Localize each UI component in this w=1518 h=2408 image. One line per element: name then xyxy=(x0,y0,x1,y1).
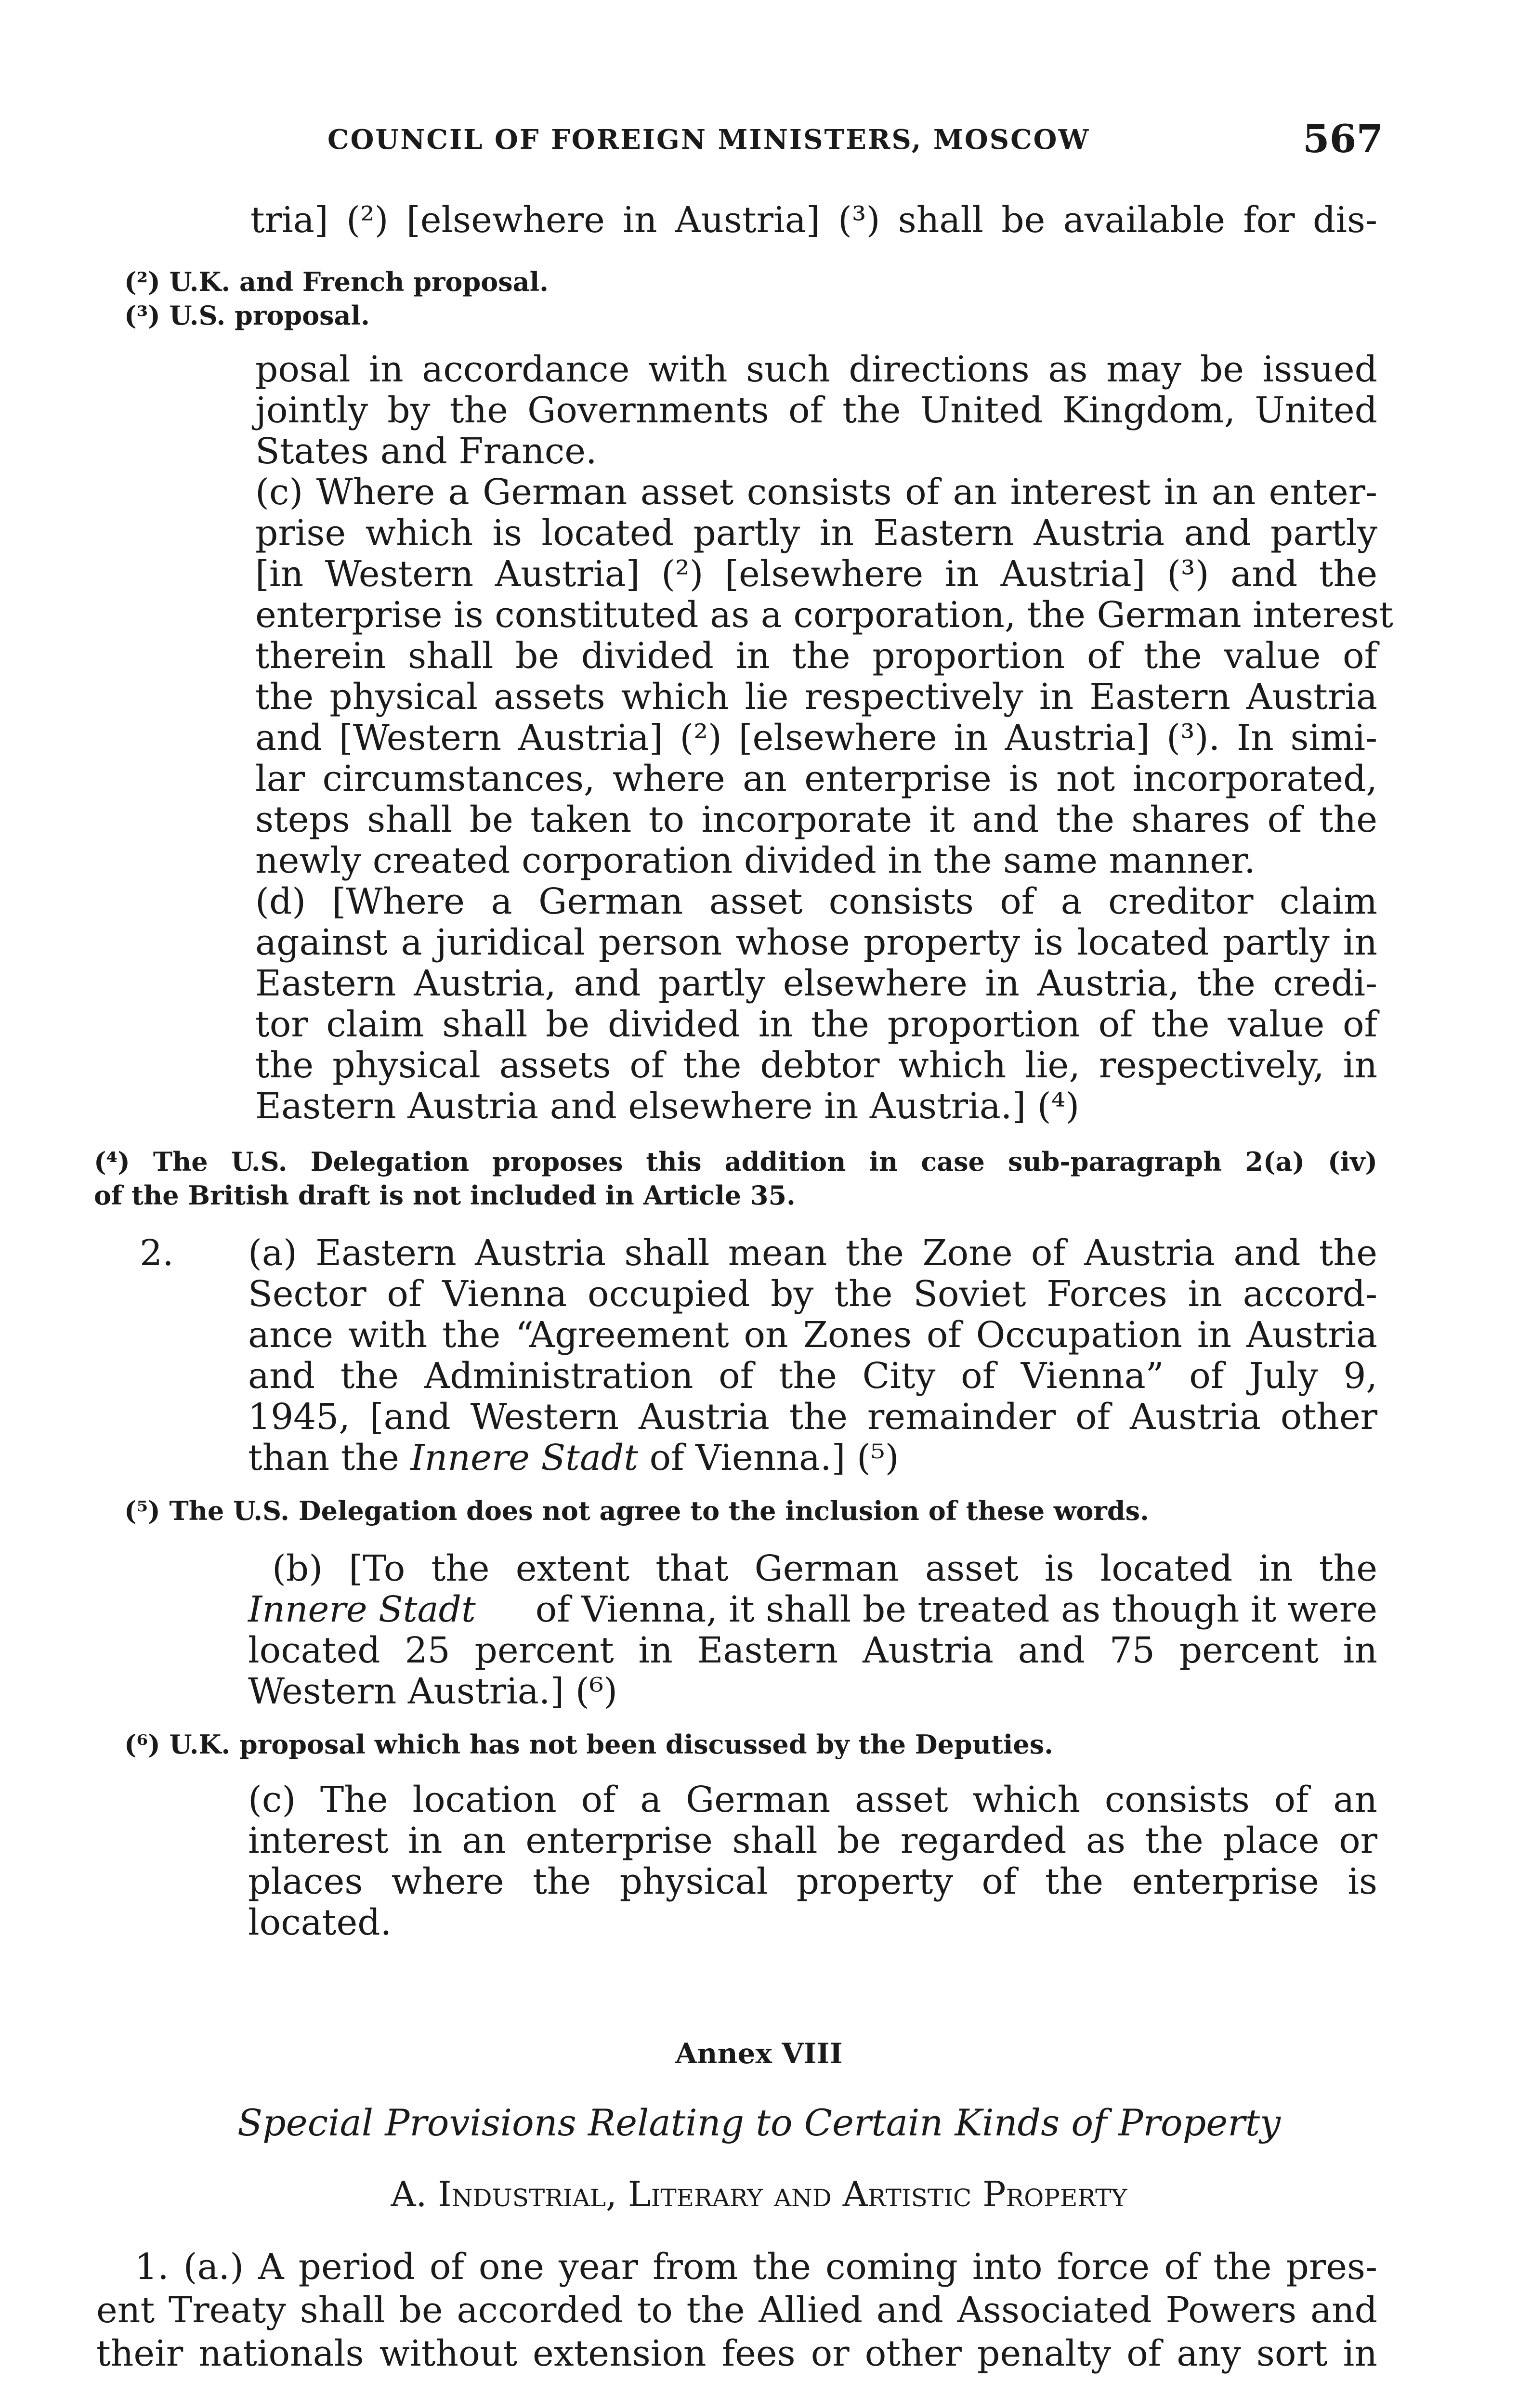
body-line: 1945, [and Western Austria the remainder of Austria other xyxy=(248,1396,1377,1438)
body-line: enterprise is constituted as a corporation, the German interest xyxy=(255,594,1393,636)
body-line: (c) Where a German asset consists of an interest in an enter- xyxy=(255,471,1377,513)
annex-label: Annex VIII xyxy=(675,2037,843,2070)
body-line: steps shall be taken to incorporate it and the shares of the xyxy=(255,799,1377,840)
body-line: against a juridical person whose property is located partly in xyxy=(255,922,1377,963)
body-line: located 25 percent in Eastern Austria and 75 percent in xyxy=(248,1630,1377,1671)
body-line: lar circumstances, where an enterprise is not incorporated, xyxy=(255,758,1377,799)
line-text: of Vienna, it shall be treated as though it were xyxy=(524,1589,1377,1630)
footnote-6: (⁶) U.K. proposal which has not been discussed by the Deputies. xyxy=(124,1729,1053,1760)
line-text: than the xyxy=(248,1437,411,1479)
body-line: ance with the “Agreement on Zones of Occupation in Austria xyxy=(248,1314,1377,1356)
body-line: States and France. xyxy=(255,431,597,472)
body-line: posal in accordance with such directions as may be issued xyxy=(255,349,1377,390)
body-line: (b) [To the extent that German asset is located in the xyxy=(272,1548,1377,1589)
body-line: therein shall be divided in the proportion of the value of xyxy=(255,635,1377,677)
body-line: prise which is located partly in Eastern Austria and partly xyxy=(255,512,1377,554)
body-line: interest in an enterprise shall be regarded as the place or xyxy=(248,1820,1377,1861)
body-line: the physical assets of the debtor which lie, respectively, in xyxy=(255,1045,1377,1086)
footnote-4: (⁴) The U.S. Delegation proposes this addition in case sub-paragraph 2(a) (iv) xyxy=(94,1146,1377,1177)
body-line: 1. (a.) A period of one year from the coming into force of the pres- xyxy=(135,2246,1377,2288)
body-line: (a) Eastern Austria shall mean the Zone of Austria and the xyxy=(248,1232,1377,1274)
body-line: Eastern Austria and elsewhere in Austria.] (⁴) xyxy=(255,1086,1080,1127)
body-line xyxy=(248,1589,1377,1630)
body-line: and [Western Austria] (²) [elsewhere in Austria] (³). In simi- xyxy=(255,717,1377,759)
body-line: jointly by the Governments of the United Kingdom, United xyxy=(255,390,1377,431)
footnote-3: (³) U.S. proposal. xyxy=(124,300,370,331)
body-line: Western Austria.] (⁶) xyxy=(248,1671,618,1712)
body-line: the physical assets which lie respectively in Eastern Austria xyxy=(255,676,1377,718)
italic-term: Innere Stadt xyxy=(248,1589,476,1630)
body-line: and the Administration of the City of Vienna” of July 9, xyxy=(248,1355,1377,1397)
body-line: tria] (²) [elsewhere in Austria] (³) shall be available for dis- xyxy=(250,199,1377,241)
line-text: of Vienna.] (⁵) xyxy=(638,1437,899,1479)
body-line: their nationals without extension fees or other penalty of any sort in xyxy=(96,2333,1377,2374)
body-line: Sector of Vienna occupied by the Soviet Forces in accord- xyxy=(248,1273,1377,1315)
body-line: newly created corporation divided in the same manner. xyxy=(255,840,1256,881)
footnote-4-continued: of the British draft is not included in Article 35. xyxy=(94,1180,796,1211)
body-line: Eastern Austria, and partly elsewhere in Austria, the credi- xyxy=(255,963,1377,1004)
section-heading: A. Industrial, Literary and Artistic Property xyxy=(391,2174,1127,2214)
footnote-2: (²) U.K. and French proposal. xyxy=(124,266,549,297)
body-line: (d) [Where a German asset consists of a creditor claim xyxy=(255,881,1377,922)
body-line: places where the physical property of the enterprise is xyxy=(248,1861,1377,1902)
body-line xyxy=(248,1437,899,1479)
body-line: located. xyxy=(248,1902,392,1943)
body-line: tor claim shall be divided in the proportion of the value of xyxy=(255,1004,1377,1045)
footnote-5: (⁵) The U.S. Delegation does not agree to the inclusion of these words. xyxy=(124,1495,1149,1526)
body-line: [in Western Austria] (²) [elsewhere in Austria] (³) and the xyxy=(255,553,1377,595)
annex-title: Special Provisions Relating to Certain Kinds of Property xyxy=(237,2101,1281,2144)
running-header: COUNCIL OF FOREIGN MINISTERS, MOSCOW xyxy=(327,124,1090,156)
body-line: (c) The location of a German asset which consists of an xyxy=(248,1779,1377,1820)
italic-term: Innere Stadt xyxy=(410,1437,639,1479)
paragraph-number: 2. xyxy=(140,1232,174,1274)
page-number: 567 xyxy=(1303,116,1383,161)
body-line: ent Treaty shall be accorded to the Allied and Associated Powers and xyxy=(96,2290,1377,2331)
